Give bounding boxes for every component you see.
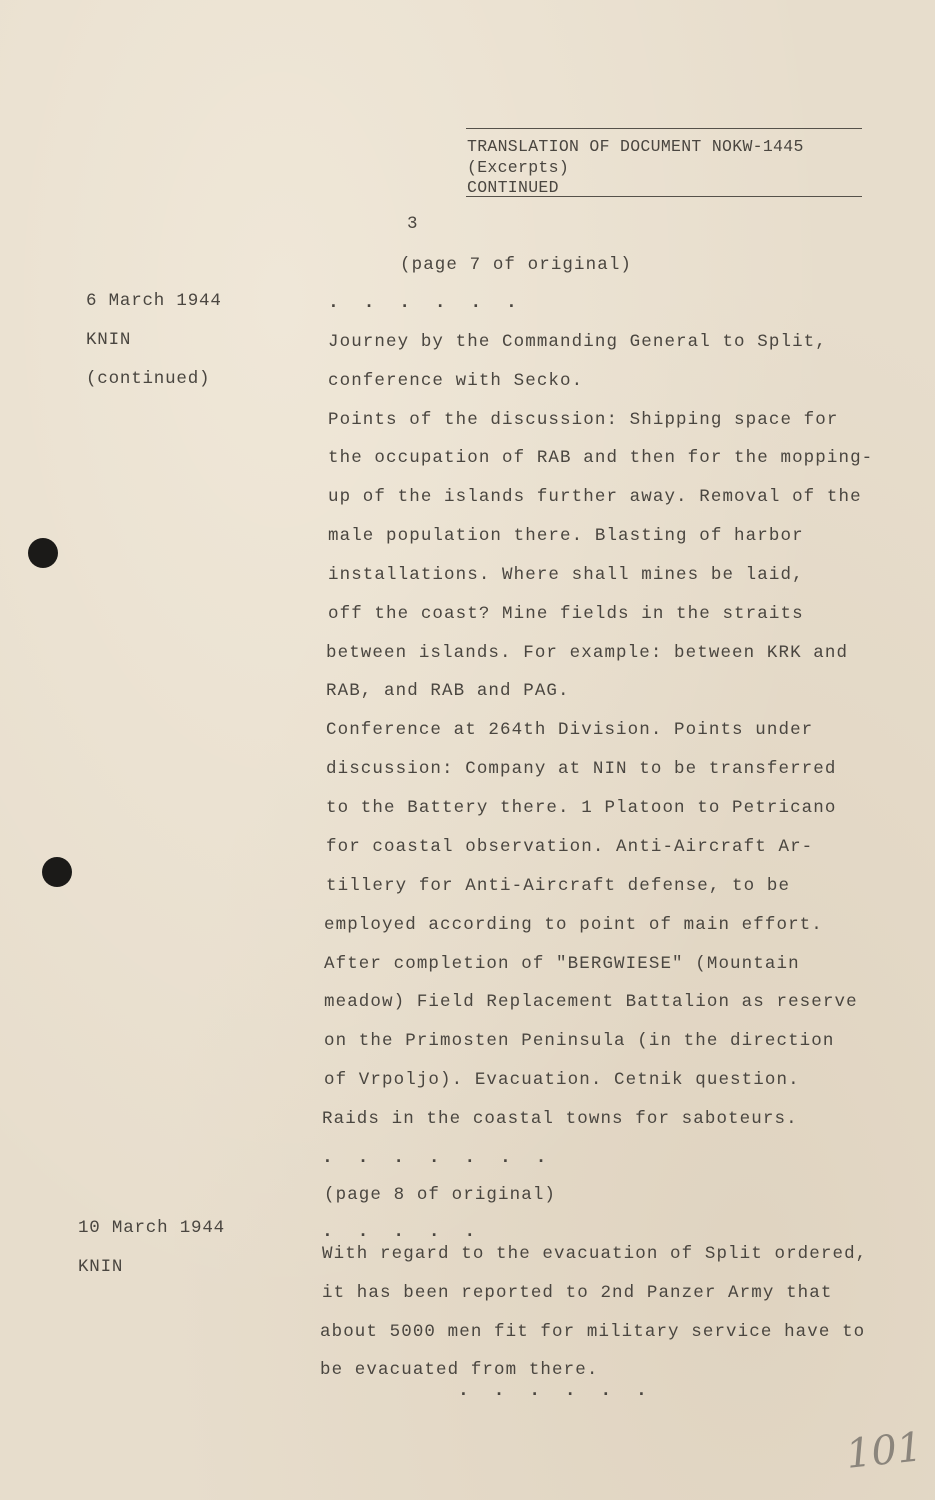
body-line: Raids in the coastal towns for saboteurs. <box>322 1109 798 1129</box>
body-line: be evacuated from there. <box>320 1360 599 1380</box>
body-line: up of the islands further away. Removal of the <box>328 487 862 507</box>
body-line: male population there. Blasting of harbor <box>328 526 804 546</box>
body-line: on the Primosten Peninsula (in the direction <box>324 1031 835 1051</box>
body-line: for coastal observation. Anti-Aircraft Ar- <box>326 837 814 857</box>
ellipsis-dots: . . . . . <box>322 1222 483 1242</box>
body-line: between islands. For example: between KRK and <box>326 643 849 663</box>
entry-date-6-march: 6 March 1944 <box>86 291 222 311</box>
body-line: to the Battery there. 1 Platoon to Petricano <box>326 798 837 818</box>
page-ref-8: (page 8 of original) <box>324 1185 557 1205</box>
body-line: With regard to the evacuation of Split ordered, <box>322 1244 868 1264</box>
body-line: it has been reported to 2nd Panzer Army that <box>322 1283 833 1303</box>
ellipsis-dots: . . . . . . <box>328 293 524 313</box>
entry-place-knin: KNIN <box>78 1257 124 1277</box>
entry-date-10-march: 10 March 1944 <box>78 1218 225 1238</box>
header-rule-top <box>466 128 862 129</box>
ellipsis-dots: . . . . . . <box>458 1381 654 1401</box>
body-line: Points of the discussion: Shipping space for <box>328 410 839 430</box>
body-line: RAB, and RAB and PAG. <box>326 681 570 701</box>
body-line: the occupation of RAB and then for the mopping- <box>328 448 874 468</box>
entry-note-continued: (continued) <box>86 369 211 389</box>
body-line: off the coast? Mine fields in the straits <box>328 604 804 624</box>
body-line: of Vrpoljo). Evacuation. Cetnik question. <box>324 1070 800 1090</box>
header-rule-bottom <box>466 196 862 197</box>
body-line: Journey by the Commanding General to Split, <box>328 332 827 352</box>
body-line: After completion of "BERGWIESE" (Mountain <box>324 954 800 974</box>
page-ref-7: (page 7 of original) <box>400 255 633 275</box>
page-number: 3 <box>407 214 419 234</box>
body-line: employed according to point of main effort. <box>324 915 823 935</box>
header-continued: CONTINUED <box>467 178 559 197</box>
binder-hole-upper <box>28 538 58 568</box>
binder-hole-lower <box>42 857 72 887</box>
body-line: Conference at 264th Division. Points under <box>326 720 814 740</box>
handwritten-folio-number: 101 <box>843 1424 925 1478</box>
header-subtitle: (Excerpts) <box>467 158 570 177</box>
body-line: conference with Secko. <box>328 371 584 391</box>
body-line: tillery for Anti-Aircraft defense, to be <box>326 876 791 896</box>
body-line: meadow) Field Replacement Battalion as reserve <box>324 992 858 1012</box>
header-title: TRANSLATION OF DOCUMENT NOKW-1445 <box>467 137 804 156</box>
ellipsis-dots: . . . . . . . <box>322 1148 554 1168</box>
entry-place-knin: KNIN <box>86 330 132 350</box>
body-line: discussion: Company at NIN to be transferred <box>326 759 837 779</box>
body-line: installations. Where shall mines be laid, <box>328 565 804 585</box>
body-line: about 5000 men fit for military service have to <box>320 1322 866 1342</box>
